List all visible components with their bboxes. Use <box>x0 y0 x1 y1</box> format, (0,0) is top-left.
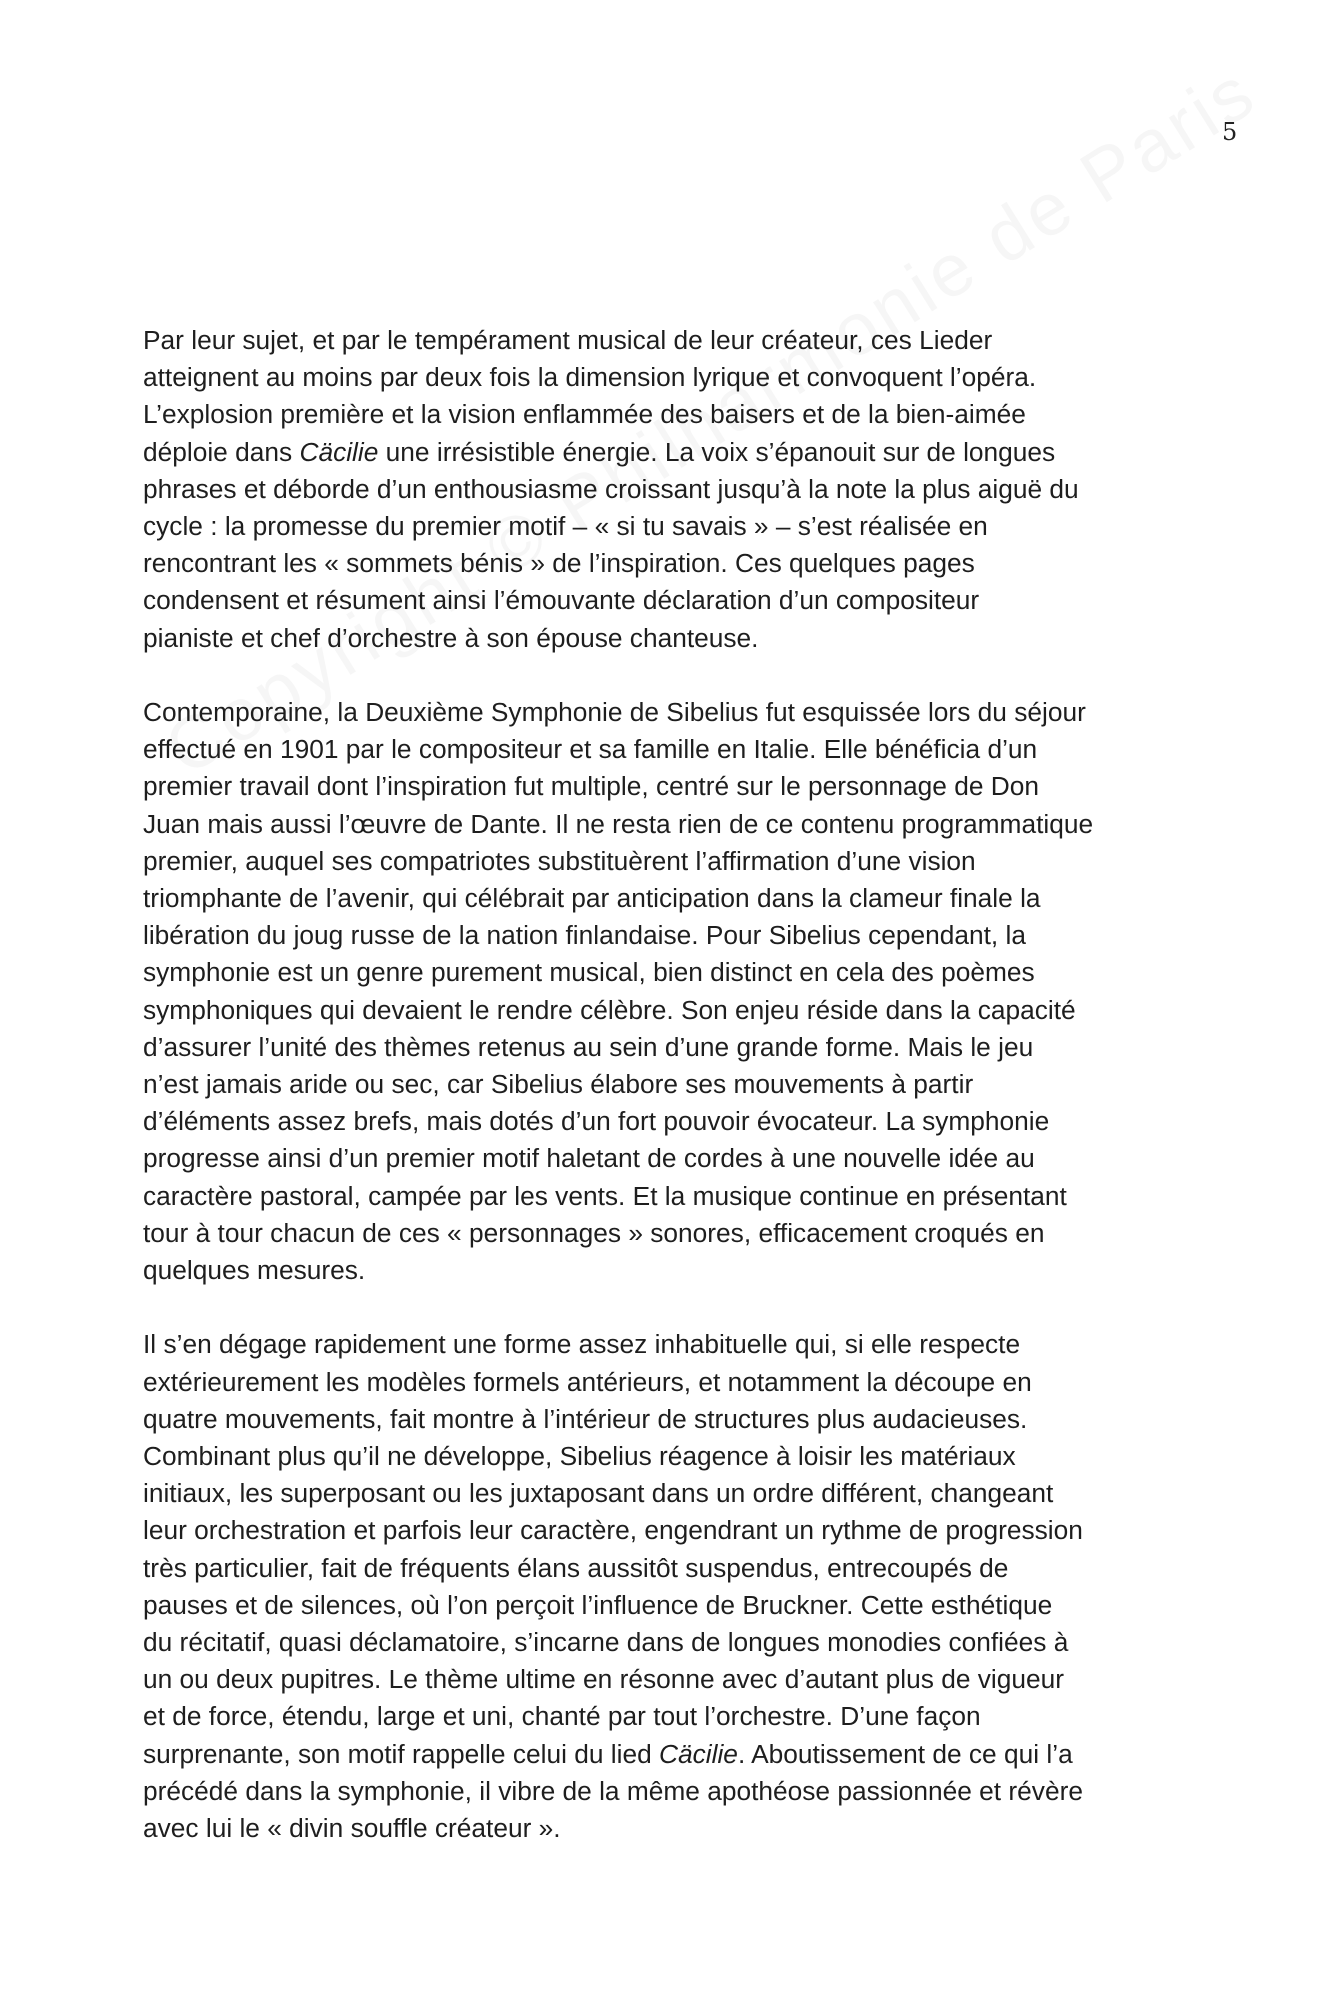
text-line <box>143 954 1203 991</box>
text-line <box>143 843 1203 880</box>
text-line <box>143 1773 1203 1810</box>
text-segment: très particulier, fait de fréquents élans aussitôt suspendus, entrecoupés de <box>143 1552 1009 1583</box>
text-segment: premier travail dont l’inspiration fut multiple, centré sur le personnage de Don <box>143 771 1040 802</box>
text-segment: extérieurement les modèles formels antérieurs, et notamment la découpe en <box>143 1366 1032 1397</box>
text-line <box>143 1438 1203 1475</box>
text-segment: précédé dans la symphonie, il vibre de la même apothéose passionnée et révère <box>143 1775 1083 1806</box>
text-segment: d’assurer l’unité des thèmes retenus au sein d’une grande forme. Mais le jeu <box>143 1031 1034 1062</box>
text-segment: n’est jamais aride ou sec, car Sibelius élabore ses mouvements à partir <box>143 1069 974 1100</box>
text-segment: Contemporaine, la Deuxième Symphonie de Sibelius fut esquissée lors du séjour <box>143 697 1086 728</box>
text-line <box>143 1326 1203 1363</box>
text-line <box>143 1475 1203 1512</box>
text-segment: rencontrant les « sommets bénis » de l’inspiration. Ces quelques pages <box>143 548 975 579</box>
text-line <box>143 1624 1203 1661</box>
text-line <box>143 1810 1203 1847</box>
text-segment: . Aboutissement de ce qui l’a <box>737 1738 1073 1769</box>
text-line <box>143 1401 1203 1438</box>
text-segment: Il s’en dégage rapidement une forme assez inhabituelle qui, si elle respecte <box>143 1329 1021 1360</box>
page-number: 5 <box>1222 118 1238 146</box>
text-segment: triomphante de l’avenir, qui célébrait par anticipation dans la clameur finale la <box>143 883 1041 914</box>
text-line <box>143 917 1203 954</box>
text-segment: progresse ainsi d’un premier motif haletant de cordes à une nouvelle idée au <box>143 1143 1035 1174</box>
text-line <box>143 731 1203 768</box>
text-line <box>143 1140 1203 1177</box>
text-line <box>143 545 1203 582</box>
text-segment: avec lui le « divin souffle créateur ». <box>143 1813 561 1844</box>
text-line <box>143 1364 1203 1401</box>
text-segment: premier, auquel ses compatriotes substituèrent l’affirmation d’une vision <box>143 845 976 876</box>
text-segment: pauses et de silences, où l’on perçoit l’influence de Bruckner. Cette esthétique <box>143 1589 1053 1620</box>
text-line <box>143 322 1203 359</box>
text-segment: symphonie est un genre purement musical, bien distinct en cela des poèmes <box>143 957 1035 988</box>
text-line <box>143 1215 1203 1252</box>
text-segment: une irrésistible énergie. La voix s’épanouit sur de longues <box>378 436 1056 467</box>
text-line <box>143 434 1203 471</box>
text-line <box>143 620 1203 657</box>
text-line <box>143 1661 1203 1698</box>
text-segment: pianiste et chef d’orchestre à son épouse chanteuse. <box>143 622 759 653</box>
text-line <box>143 471 1203 508</box>
text-segment: L’explosion première et la vision enflammée des baisers et de la bien-aimée <box>143 399 1026 430</box>
text-segment: quatre mouvements, fait montre à l’intérieur de structures plus audacieuses. <box>143 1403 1028 1434</box>
text-line <box>143 1103 1203 1140</box>
text-line <box>143 1698 1203 1735</box>
text-line <box>143 1066 1203 1103</box>
text-line <box>143 508 1203 545</box>
text-line <box>143 1512 1203 1549</box>
text-line <box>143 880 1203 917</box>
italic-title: Cäcilie <box>659 1738 738 1769</box>
text-segment: quelques mesures. <box>143 1255 366 1286</box>
text-segment: libération du joug russe de la nation finlandaise. Pour Sibelius cependant, la <box>143 920 1027 951</box>
text-line <box>143 768 1203 805</box>
text-segment: symphoniques qui devaient le rendre célèbre. Son enjeu réside dans la capacité <box>143 994 1076 1025</box>
text-segment: leur orchestration et parfois leur caractère, engendrant un rythme de progression <box>143 1515 1083 1546</box>
body-text <box>143 322 1203 1847</box>
text-line <box>143 1178 1203 1215</box>
text-segment: cycle : la promesse du premier motif – « si tu savais » – s’est réalisée en <box>143 511 988 542</box>
text-segment: tour à tour chacun de ces « personnages » sonores, efficacement croqués en <box>143 1217 1045 1248</box>
text-segment: déploie dans <box>143 436 300 467</box>
text-line <box>143 396 1203 433</box>
text-line <box>143 694 1203 731</box>
italic-title: Cäcilie <box>299 436 379 467</box>
text-segment: atteignent au moins par deux fois la dimension lyrique et convoquent l’opéra. <box>143 362 1037 393</box>
text-segment: caractère pastoral, campée par les vents. Et la musique continue en présentant <box>143 1180 1067 1211</box>
paragraph <box>143 322 1203 657</box>
text-line <box>143 992 1203 1029</box>
text-segment: phrases et déborde d’un enthousiasme croissant jusqu’à la note la plus aiguë du <box>143 473 1079 504</box>
text-segment: un ou deux pupitres. Le thème ultime en résonne avec d’autant plus de vigueur <box>143 1664 1064 1695</box>
text-segment: Combinant plus qu’il ne développe, Sibelius réagence à loisir les matériaux <box>143 1441 1016 1472</box>
text-line <box>143 1587 1203 1624</box>
text-line <box>143 1252 1203 1289</box>
paragraph <box>143 694 1203 1289</box>
text-line <box>143 806 1203 843</box>
text-segment: Par leur sujet, et par le tempérament musical de leur créateur, ces Lieder <box>143 325 993 355</box>
text-segment: surprenante, son motif rappelle celui du lied <box>143 1738 660 1769</box>
text-segment: et de force, étendu, large et uni, chanté par tout l’orchestre. D’une façon <box>143 1701 981 1732</box>
text-line <box>143 1736 1203 1773</box>
text-segment: Juan mais aussi l’œuvre de Dante. Il ne resta rien de ce contenu programmatique <box>143 808 1094 839</box>
text-line <box>143 359 1203 396</box>
text-segment: du récitatif, quasi déclamatoire, s’incarne dans de longues monodies confiées à <box>143 1627 1069 1658</box>
text-line <box>143 582 1203 619</box>
text-segment: condensent et résument ainsi l’émouvante déclaration d’un compositeur <box>143 585 980 616</box>
paragraph <box>143 1326 1203 1847</box>
text-segment: initiaux, les superposant ou les juxtaposant dans un ordre différent, changeant <box>143 1478 1054 1509</box>
text-line <box>143 1029 1203 1066</box>
text-segment: effectué en 1901 par le compositeur et sa famille en Italie. Elle bénéficia d’un <box>143 734 1038 765</box>
text-line <box>143 1550 1203 1587</box>
text-segment: d’éléments assez brefs, mais dotés d’un fort pouvoir évocateur. La symphonie <box>143 1106 1050 1137</box>
